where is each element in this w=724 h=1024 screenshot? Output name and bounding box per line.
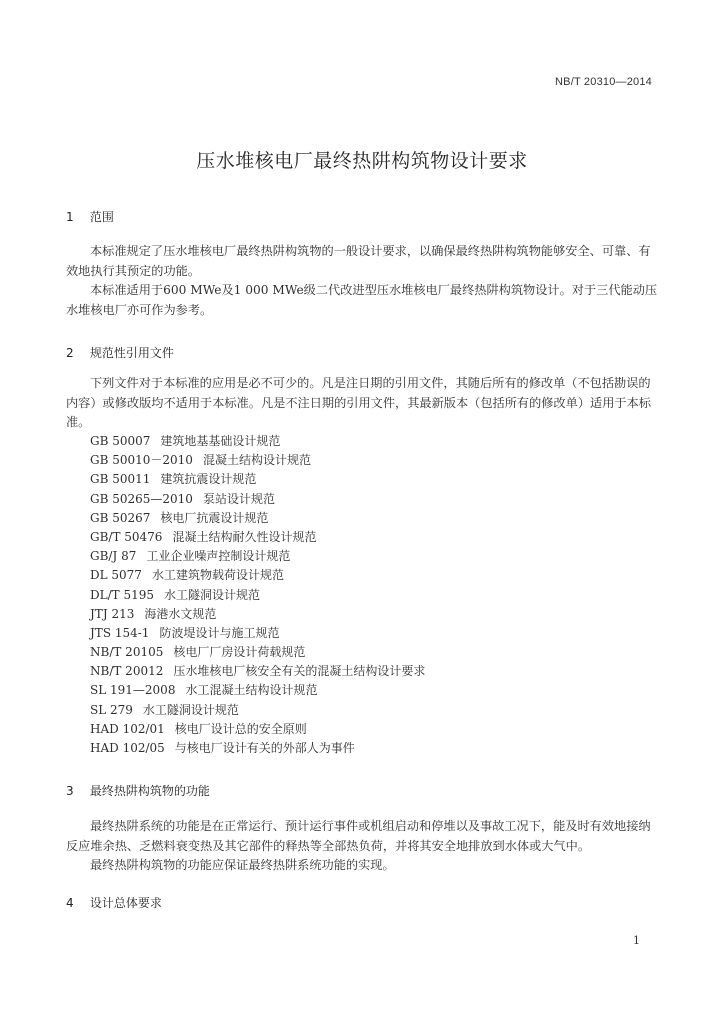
reference-item [90, 739, 425, 758]
reference-code: HAD 102/05 [90, 741, 165, 755]
reference-code: GB 50265—2010 [90, 491, 193, 506]
reference-title: 混凝土结构耐久性设计规范 [172, 529, 317, 544]
reference-code: SL 191—2008 [90, 683, 176, 698]
reference-title: 防波堤设计与施工规范 [159, 625, 280, 640]
section-number: 1 [66, 210, 74, 224]
reference-title: 泵站设计规范 [202, 491, 275, 506]
section-4-heading [66, 894, 162, 911]
reference-item [90, 605, 425, 624]
reference-item [90, 528, 425, 547]
reference-item [90, 720, 425, 739]
document-title: 压水堆核电厂最终热阱构筑物设计要求 [196, 150, 528, 172]
reference-item [90, 681, 425, 700]
reference-item [90, 701, 425, 720]
reference-item [90, 662, 425, 681]
standard-number: NB/T 20310—2014 [555, 76, 652, 88]
reference-code: NB/T 20012 [90, 664, 164, 679]
section-title: 范围 [89, 210, 114, 224]
reference-code: SL 279 [90, 702, 133, 717]
reference-code: GB/T 50476 [90, 529, 163, 544]
reference-item [90, 490, 425, 509]
section-title: 设计总体要求 [89, 896, 162, 910]
section-1-heading [66, 208, 114, 225]
reference-item [90, 451, 425, 470]
reference-code: GB/J 87 [90, 549, 137, 564]
reference-title: 核电厂设计总的安全原则 [174, 721, 307, 736]
reference-code: JTS 154-1 [90, 625, 150, 640]
reference-item [90, 470, 425, 489]
reference-title: 工业企业噪声控制设计规范 [146, 549, 291, 564]
paragraph: 本标准适用于600 MWe及1 000 MWe级二代改进型压水堆核电厂最终热阱构筑物设计。对于三代能动压水堆核电厂亦可作为参考。 [66, 283, 658, 317]
reference-title: 水工隧洞设计规范 [164, 587, 261, 602]
section-number: 4 [66, 896, 74, 910]
reference-item [90, 643, 425, 662]
reference-item [90, 509, 425, 528]
paragraph: 最终热阱构筑物的功能应保证最终热阱系统功能的实现。 [90, 858, 395, 872]
reference-title: 核电厂抗震设计规范 [160, 510, 269, 525]
reference-code: DL 5077 [90, 568, 142, 583]
section-number: 3 [66, 784, 74, 798]
reference-item [90, 566, 425, 585]
reference-code: GB 50267 [90, 510, 151, 525]
section-title: 规范性引用文件 [89, 346, 174, 360]
reference-item [90, 586, 425, 605]
paragraph: 本标准规定了压水堆核电厂最终热阱构筑物的一般设计要求，以确保最终热阱构筑物能够安全、可靠、有效地执行其预定的功能。 [66, 244, 651, 278]
section-number: 2 [66, 346, 74, 360]
section-2-heading [66, 344, 174, 361]
reference-code: JTJ 213 [90, 606, 135, 621]
reference-title: 水工隧洞设计规范 [142, 702, 239, 717]
normative-references-list [90, 432, 425, 758]
reference-code: GB 50010－2010 [90, 453, 193, 468]
section-3-heading [66, 782, 210, 799]
reference-item [90, 624, 425, 643]
reference-title: 核电厂厂房设计荷载规范 [173, 645, 306, 660]
paragraph: 下列文件对于本标准的应用是必不可少的。凡是注日期的引用文件，其随后所有的修改单（不包括勘误的内容）或修改版均不适用于本标准。凡是不注日期的引用文件，其最新版本（包括所有的修改单）适用于本标准。 [66, 376, 651, 429]
section-title: 最终热阱构筑物的功能 [89, 784, 210, 798]
reference-title: 混凝土结构设计规范 [202, 453, 311, 468]
page-number: 1 [633, 934, 640, 947]
reference-title: 海港水文规范 [144, 606, 217, 621]
reference-title: 压水堆核电厂核安全有关的混凝土结构设计要求 [173, 664, 426, 679]
reference-title: 建筑地基基础设计规范 [160, 434, 281, 448]
reference-code: HAD 102/01 [90, 721, 165, 736]
reference-title: 水工建筑物载荷设计规范 [151, 568, 284, 583]
reference-code: GB 50007 [90, 434, 151, 448]
reference-code: DL/T 5195 [90, 587, 154, 602]
reference-title: 水工混凝土结构设计规范 [185, 683, 318, 698]
reference-code: NB/T 20105 [90, 645, 164, 660]
reference-title: 建筑抗震设计规范 [160, 472, 257, 487]
reference-item [90, 432, 425, 451]
reference-item [90, 547, 425, 566]
reference-code: GB 50011 [90, 472, 151, 487]
paragraph: 最终热阱系统的功能是在正常运行、预计运行事件或机组启动和停堆以及事故工况下，能及时有效地接纳反应堆余热、乏燃料衰变热及其它部件的释热等全部热负荷，并将其安全地排放到水体或大气中。 [66, 819, 651, 853]
reference-title: 与核电厂设计有关的外部人为事件 [174, 741, 355, 755]
